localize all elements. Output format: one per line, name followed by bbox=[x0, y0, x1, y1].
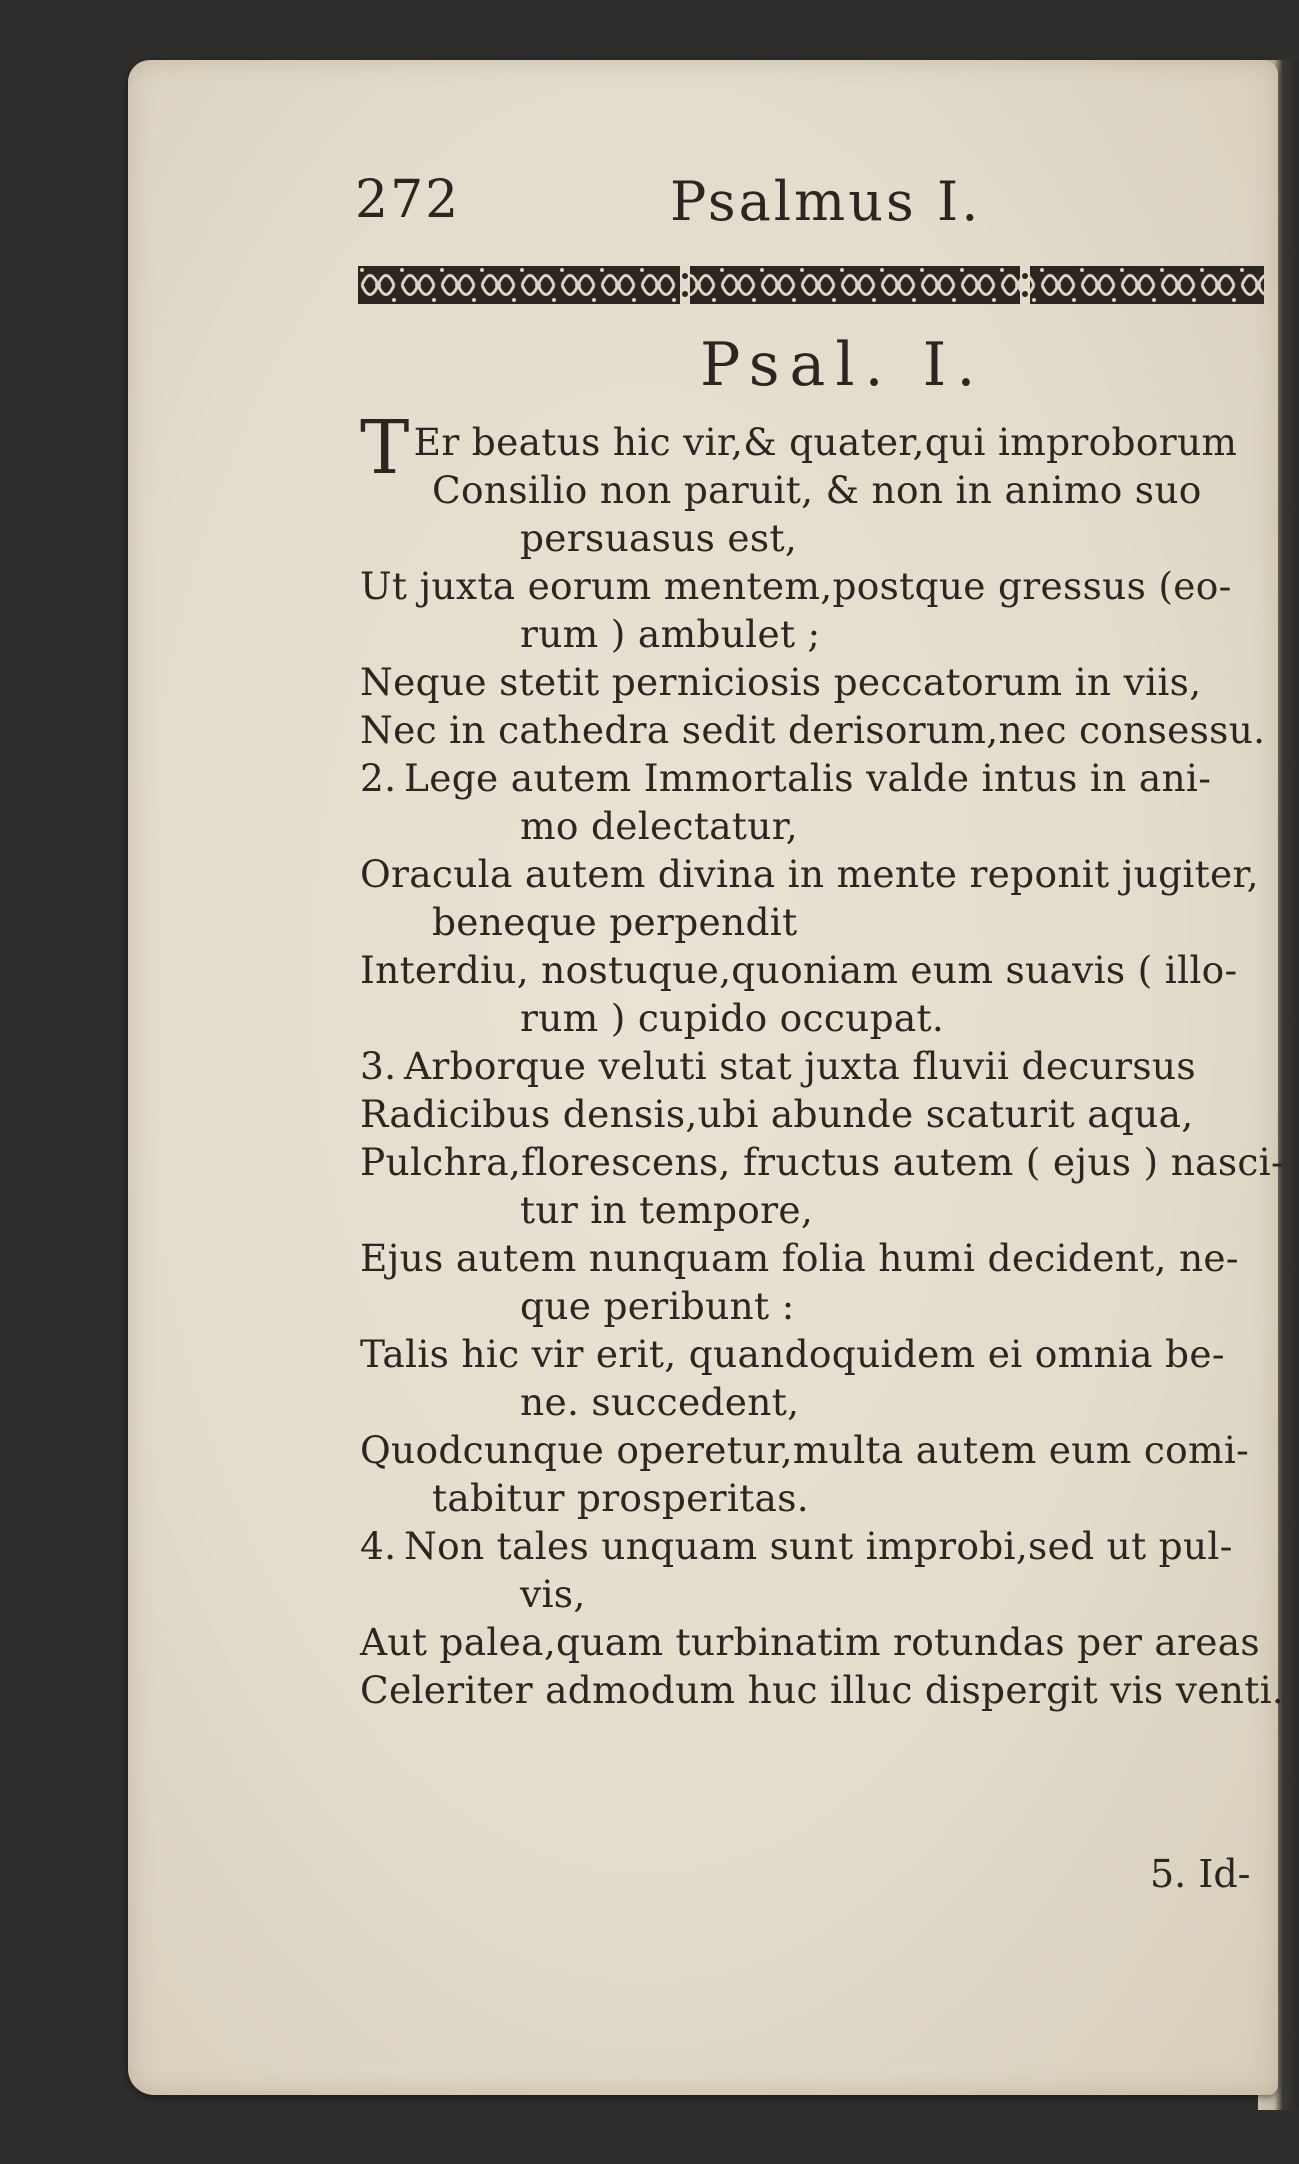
text-line bbox=[360, 1522, 1265, 1570]
text-line bbox=[360, 1330, 1265, 1378]
line-text: Ejus autem nunquam folia humi decident, ne- bbox=[360, 1236, 1239, 1280]
text-line bbox=[360, 1426, 1265, 1474]
line-text: beneque perpendit bbox=[432, 900, 798, 944]
page-number: 272 bbox=[355, 170, 461, 230]
verse-number: 2. bbox=[360, 756, 397, 800]
text-line bbox=[360, 1234, 1265, 1282]
text-line bbox=[360, 1618, 1265, 1666]
line-text: Non tales unquam sunt improbi,sed ut pul- bbox=[404, 1524, 1233, 1568]
text-line bbox=[360, 1378, 1265, 1426]
text-line bbox=[360, 802, 1265, 850]
text-line bbox=[360, 754, 1265, 802]
line-text: Neque stetit perniciosis peccatorum in viis, bbox=[360, 660, 1202, 704]
verse-number: 3. bbox=[360, 1044, 397, 1088]
line-text: Radicibus densis,ubi abunde scaturit aqua, bbox=[360, 1092, 1194, 1136]
line-text: ne. succedent, bbox=[520, 1380, 800, 1424]
line-text: Nec in cathedra sedit derisorum,nec consessu. bbox=[360, 708, 1266, 752]
text-line bbox=[360, 1666, 1285, 1714]
line-text: tur in tempore, bbox=[520, 1188, 814, 1232]
page-header bbox=[355, 170, 1255, 240]
text-line bbox=[360, 1570, 1265, 1618]
text-line bbox=[360, 1282, 1265, 1330]
line-text: Aut palea,quam turbinatim rotundas per areas bbox=[360, 1620, 1260, 1664]
line-text: Lege autem Immortalis valde intus in ani- bbox=[404, 756, 1212, 800]
line-text: vis, bbox=[520, 1572, 586, 1616]
line-text: tabitur prosperitas. bbox=[432, 1476, 809, 1520]
line-text: que peribunt : bbox=[520, 1284, 795, 1328]
line-text: Er beatus hic vir,& quater,qui improborum bbox=[413, 420, 1238, 464]
line-text: Talis hic vir erit, quandoquidem ei omnia be- bbox=[360, 1332, 1225, 1376]
text-line bbox=[360, 562, 1265, 610]
text-line bbox=[360, 514, 1265, 562]
text-line bbox=[360, 1042, 1265, 1090]
text-line bbox=[360, 994, 1265, 1042]
line-text: rum ) cupido occupat. bbox=[520, 996, 945, 1040]
text-line bbox=[360, 1138, 1284, 1186]
line-text: rum ) ambulet ; bbox=[520, 612, 821, 656]
text-line bbox=[360, 850, 1265, 898]
line-text: Arborque veluti stat juxta fluvii decursus bbox=[404, 1044, 1196, 1088]
text-line bbox=[360, 898, 1265, 946]
line-text: Oracula autem divina in mente reponit jugiter, bbox=[360, 852, 1259, 896]
line-text: Pulchra,florescens, fructus autem ( ejus ) nasci- bbox=[360, 1140, 1284, 1184]
text-line bbox=[360, 1186, 1265, 1234]
text-line bbox=[360, 706, 1265, 754]
line-text: Consilio non paruit, & non in animo suo bbox=[432, 468, 1202, 512]
line-text: mo delectatur, bbox=[520, 804, 799, 848]
text-line bbox=[360, 466, 1265, 514]
text-line bbox=[360, 658, 1265, 706]
initial-letter: T bbox=[360, 405, 410, 491]
line-text: Quodcunque operetur,multa autem eum comi- bbox=[360, 1428, 1250, 1472]
ornamental-border bbox=[358, 260, 1264, 310]
text-line bbox=[360, 1474, 1265, 1522]
text-line bbox=[360, 610, 1265, 658]
line-text: Interdiu, nostuque,quoniam eum suavis ( illo- bbox=[360, 948, 1238, 992]
verse-number: 4. bbox=[360, 1524, 397, 1568]
catchword: 5. Id- bbox=[1150, 1852, 1251, 1896]
text-line bbox=[360, 946, 1265, 994]
line-text: Celeriter admodum huc illuc dispergit vis venti. bbox=[360, 1668, 1285, 1712]
line-text: persuasus est, bbox=[520, 516, 798, 560]
line-text: Ut juxta eorum mentem,postque gressus (eo- bbox=[360, 564, 1232, 608]
psalm-text bbox=[360, 405, 1285, 1714]
running-head: Psalmus I. bbox=[670, 170, 982, 233]
text-line bbox=[360, 1090, 1265, 1138]
psalm-title: Psal. I. bbox=[700, 330, 986, 400]
